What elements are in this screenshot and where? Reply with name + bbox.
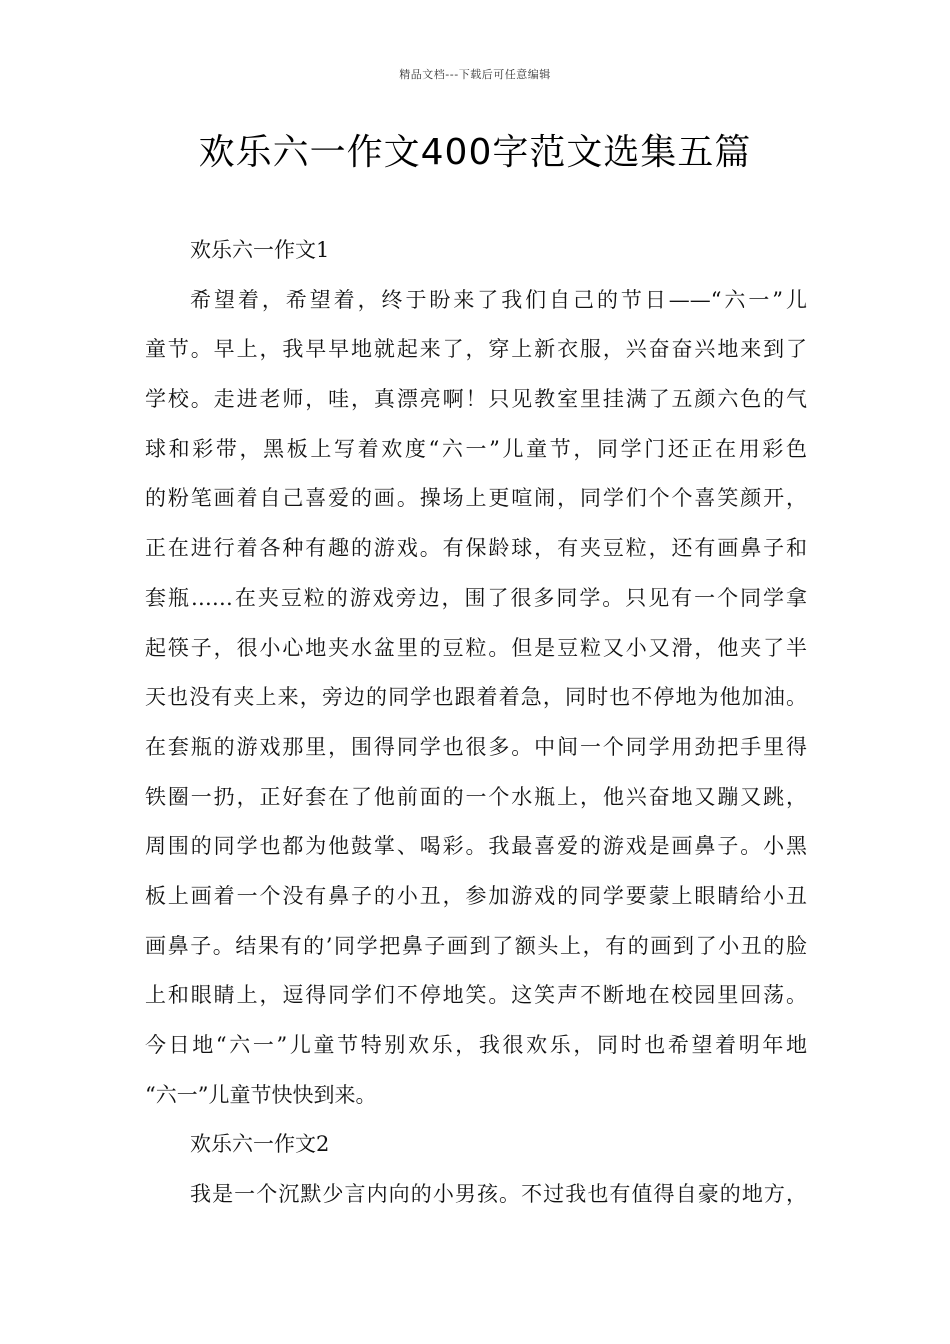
paragraph-line: 的粉笔画着自己喜爱的画。操场上更喧闹，同学们个个喜笑颜开， [145, 486, 807, 511]
paragraph-line: 起筷子，很小心地夹水盆里的豆粒。但是豆粒又小又滑，他夹了半 [145, 635, 807, 660]
paragraph-line: 我是一个沉默少言内向的小男孩。不过我也有值得自豪的地方， [190, 1182, 807, 1207]
document-body [145, 226, 807, 1220]
paragraph-line: 正在进行着各种有趣的游戏。有保龄球，有夹豆粒，还有画鼻子和 [145, 536, 807, 561]
paragraph-line: 套瓶……在夹豆粒的游戏旁边，围了很多同学。只见有一个同学拿 [145, 585, 807, 610]
paragraph-line: 在套瓶的游戏那里，围得同学也很多。中间一个同学用劲把手里得 [145, 734, 807, 759]
paragraph-line: 学校。走进老师，哇，真漂亮啊！只见教室里挂满了五颜六色的气 [145, 387, 807, 412]
header-note: 精品文档---下载后可任意编辑 [399, 68, 551, 81]
section-heading: 欢乐六一作文1 [190, 238, 330, 262]
paragraph-line: 希望着，希望着，终于盼来了我们自己的节日——“六一”儿 [190, 287, 807, 312]
paragraph-line: 画鼻子。结果有的’同学把鼻子画到了额头上，有的画到了小丑的脸 [145, 933, 807, 958]
paragraph-line: 板上画着一个没有鼻子的小丑，参加游戏的同学要蒙上眼睛给小丑 [145, 883, 807, 908]
paragraph-line: 球和彩带，黑板上写着欢度“六一”儿童节，同学门还正在用彩色 [145, 436, 807, 461]
paragraph-line: 今日地“六一”儿童节特别欢乐，我很欢乐，同时也希望着明年地 [145, 1033, 807, 1057]
section-heading: 欢乐六一作文2 [190, 1132, 330, 1157]
paragraph-line: 周围的同学也都为他鼓掌、喝彩。我最喜爱的游戏是画鼻子。小黑 [145, 834, 807, 859]
paragraph-line: “六一”儿童节快快到来。 [145, 1082, 377, 1107]
paragraph-line: 铁圈一扔，正好套在了他前面的一个水瓶上，他兴奋地又蹦又跳， [145, 784, 807, 809]
paragraph-line: 上和眼睛上，逗得同学们不停地笑。这笑声不断地在校园里回荡。 [145, 983, 807, 1008]
paragraph-line: 天也没有夹上来，旁边的同学也跟着着急，同时也不停地为他加油。 [145, 685, 807, 710]
document-title: 欢乐六一作文400字范文选集五篇 [198, 132, 752, 173]
paragraph-line: 童节。早上，我早早地就起来了，穿上新衣服，兴奋奋兴地来到了 [145, 337, 807, 362]
